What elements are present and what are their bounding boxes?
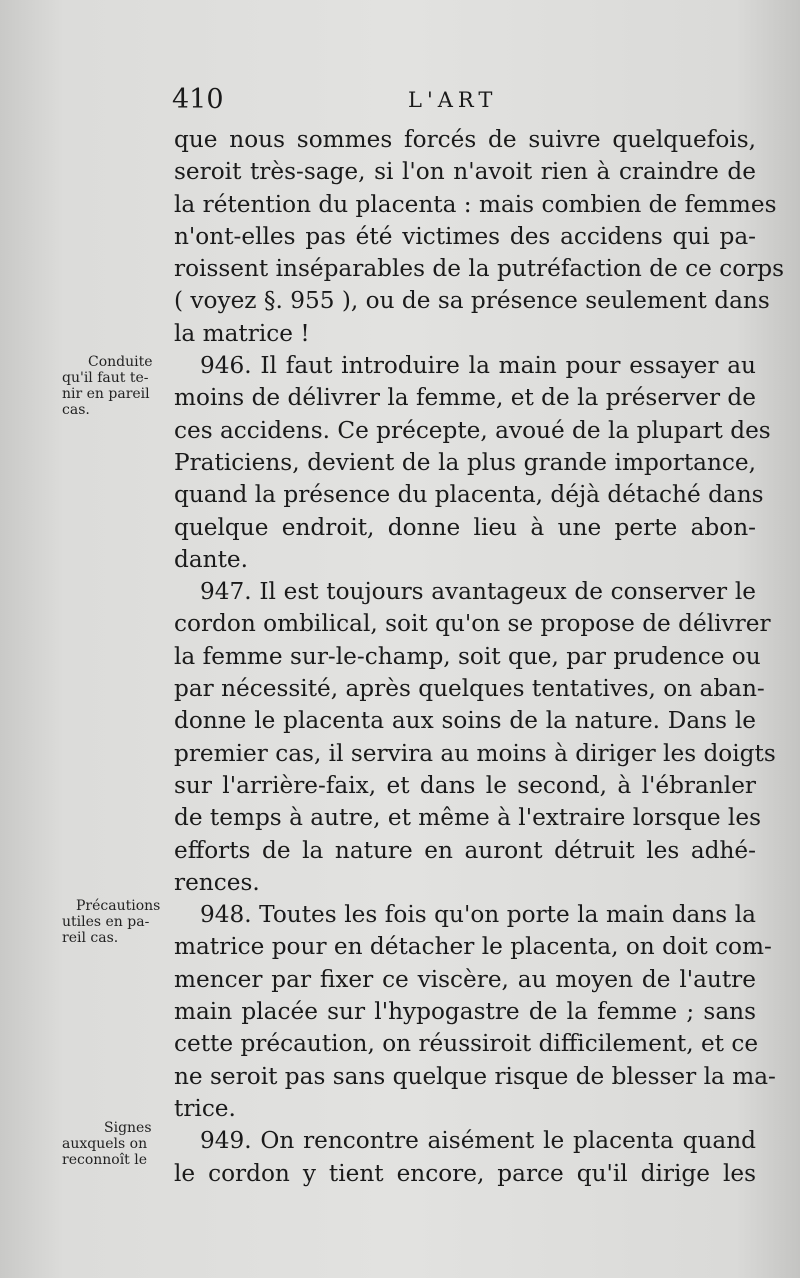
margin-note-line: utiles en pa- — [62, 914, 150, 930]
margin-note-line: auxquels on — [62, 1136, 148, 1152]
margin-note-line: nir en pareil — [62, 386, 150, 402]
text-line: la rétention du placenta : mais combien de femmes — [174, 190, 777, 218]
text-line: roissent inséparables de la putréfaction de ce corps — [174, 255, 785, 283]
margin-note-signes — [62, 1120, 186, 1168]
margin-note-line: cas. — [62, 402, 90, 418]
text-line: matrice pour en détacher le placenta, on doit com- — [174, 933, 772, 961]
text-line: 948. Toutes les fois qu'on porte la main dans la — [200, 901, 756, 929]
text-line: efforts de la nature en auront détruit les adhé- — [174, 836, 756, 864]
text-line: ( voyez §. 955 ), ou de sa présence seulement dans — [174, 287, 770, 315]
running-title: L'ART — [408, 88, 498, 112]
text-line: n'ont-elles pas été victimes des accidens qui pa- — [174, 222, 756, 250]
page-number: 410 — [172, 84, 224, 115]
text-line: la femme sur-le-champ, soit que, par prudence ou — [174, 642, 761, 670]
text-line: quand la présence du placenta, déjà détaché dans — [174, 481, 764, 509]
text-line: cette précaution, on réussiroit difficilement, et ce — [174, 1030, 759, 1058]
text-line: ces accidens. Ce précepte, avoué de la plupart des — [174, 416, 771, 444]
margin-note-conduite — [62, 354, 180, 418]
text-line: ne seroit pas sans quelque risque de blesser la ma- — [174, 1062, 776, 1090]
text-line: sur l'arrière-faix, et dans le second, à l'ébranler — [174, 771, 756, 799]
margin-note-line: qu'il faut te- — [62, 370, 149, 386]
text-line: 949. On rencontre aisément le placenta quand — [200, 1127, 756, 1155]
text-line: Praticiens, devient de la plus grande importance, — [174, 448, 756, 476]
text-line: trice. — [174, 1094, 236, 1122]
text-line: seroit très-sage, si l'on n'avoit rien à craindre de — [174, 158, 756, 186]
text-line: mencer par fixer ce viscère, au moyen de l'autre — [174, 965, 756, 993]
text-line: la matrice ! — [174, 319, 310, 347]
text-line: donne le placenta aux soins de la nature. Dans le — [174, 707, 756, 735]
text-line: moins de délivrer la femme, et de la préserver de — [174, 384, 756, 412]
margin-note-line: reil cas. — [62, 930, 119, 946]
margin-note-line: Signes — [104, 1120, 152, 1136]
page-header — [172, 84, 732, 124]
text-line: par nécessité, après quelques tentatives, on aban- — [174, 675, 765, 703]
margin-note-line: Précautions — [76, 898, 161, 914]
text-line: 947. Il est toujours avantageux de conserver le — [200, 578, 756, 606]
text-line: que nous sommes forcés de suivre quelquefois, — [174, 126, 756, 153]
text-line: premier cas, il servira au moins à diriger les doigts — [174, 739, 776, 767]
text-line: dante. — [174, 545, 249, 573]
margin-note-line: Conduite — [88, 354, 153, 370]
text-line: 946. Il faut introduire la main pour essayer au — [200, 352, 756, 380]
body-text — [174, 124, 785, 1190]
text-line: quelque endroit, donne lieu à une perte abon- — [174, 513, 756, 541]
text-line: main placée sur l'hypogastre de la femme ; sans — [174, 998, 756, 1026]
text-line: cordon ombilical, soit qu'on se propose de délivrer — [174, 610, 771, 638]
text-line: rences. — [174, 868, 260, 896]
text-line: de temps à autre, et même à l'extraire lorsque les — [174, 804, 761, 832]
margin-note-precautions — [62, 898, 180, 946]
text-line: le cordon y tient encore, parce qu'il dirige les — [174, 1159, 756, 1187]
margin-note-line: reconnoît le — [62, 1152, 148, 1168]
